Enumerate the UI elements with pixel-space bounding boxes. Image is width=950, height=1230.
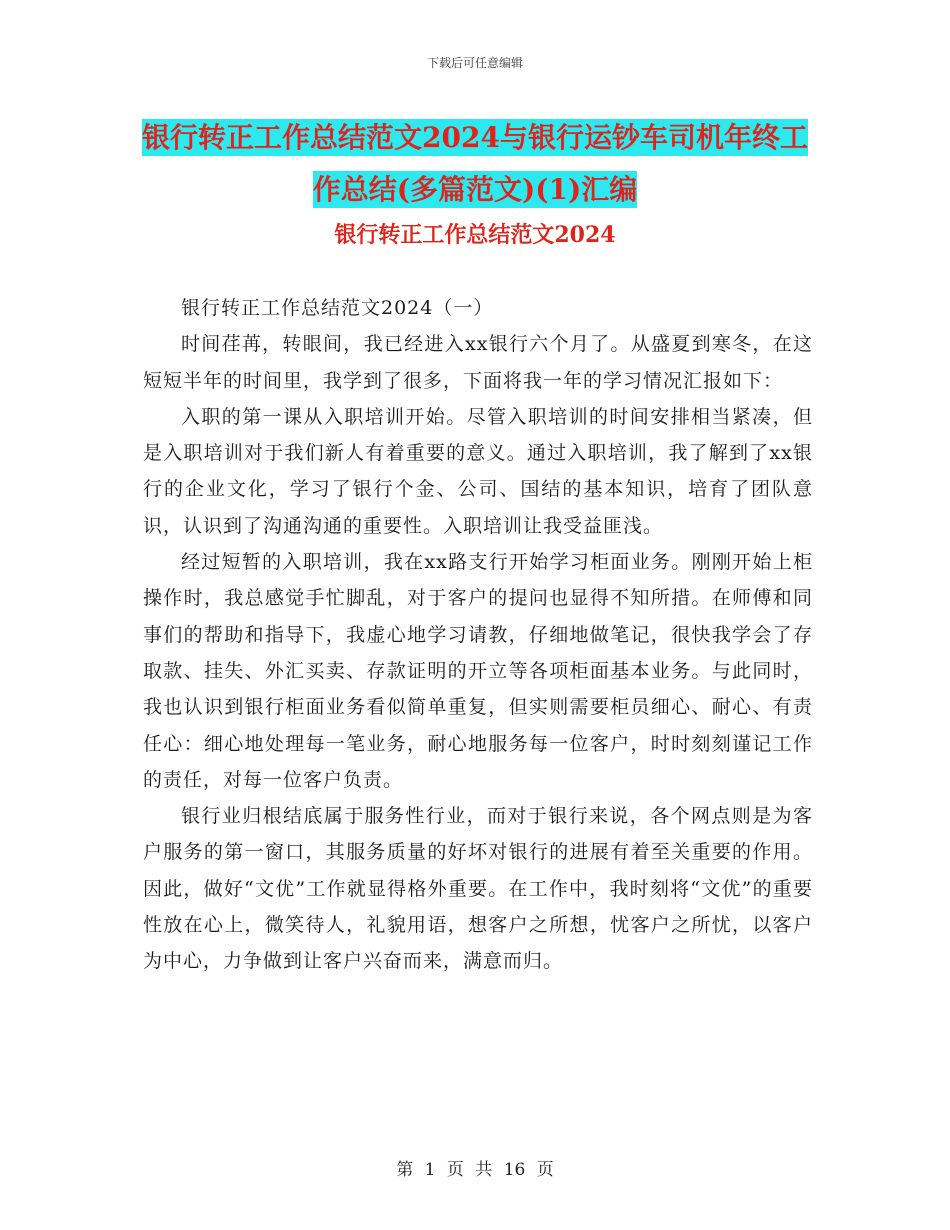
paragraph: 入职的第一课从入职培训开始。尽管入职培训的时间安排相当紧凑，但是入职培训对于我们新人有着重要的意义。通过入职培训，我了解到了xx银行的企业文化，学习了银行个金、公司、国结的基本知识，培育了团队意识，认识到了沟通沟通的重要性。入职培训让我受益匪浅。 <box>143 405 813 537</box>
paragraph: 时间荏苒，转眼间，我已经进入xx银行六个月了。从盛夏到寒冬，在这短短半年的时间里，我学到了很多，下面将我一年的学习情况汇报如下： <box>143 333 813 392</box>
document-title <box>0 112 950 216</box>
section-title: 银行转正工作总结范文2024 <box>334 222 616 248</box>
page-number-footer: 第 1 页 共 16 页 <box>396 1160 554 1180</box>
paragraph: 银行业归根结底属于服务性行业，而对于银行来说，各个网点则是为客户服务的第一窗口，其服务质量的好坏对银行的进展有着至关重要的作用。因此，做好“文优”工作就显得格外重要。在工作中，我时刻将“文优”的重要性放在心上，微笑待人，礼貌用语，想客户之所想，忧客户之所忧，以客户为中心，力争做到让客户兴奋而来，满意而归。 <box>143 805 813 973</box>
paragraph: 银行转正工作总结范文2024（一） <box>181 297 494 319</box>
header-note: 下载后可任意编辑 <box>426 56 523 70</box>
body-text <box>143 290 813 980</box>
title-line-1: 银行转正工作总结范文2024与银行运钞车司机年终工 <box>142 121 808 154</box>
title-line-2: 作总结(多篇范文)(1)汇编 <box>312 173 638 206</box>
paragraph: 经过短暂的入职培训，我在xx路支行开始学习柜面业务。刚刚开始上柜操作时，我总感觉手忙脚乱，对于客户的提问也显得不知所措。在师傅和同事们的帮助和指导下，我虚心地学习请教，仔细地做笔记，很快我学会了存取款、挂失、外汇买卖、存款证明的开立等各项柜面基本业务。与此同时，我也认识到银行柜面业务看似简单重复，但实则需要柜员细心、耐心、有责任心：细心地处理每一笔业务，耐心地服务每一位客户，时时刻刻谨记工作的责任，对每一位客户负责。 <box>143 551 813 791</box>
